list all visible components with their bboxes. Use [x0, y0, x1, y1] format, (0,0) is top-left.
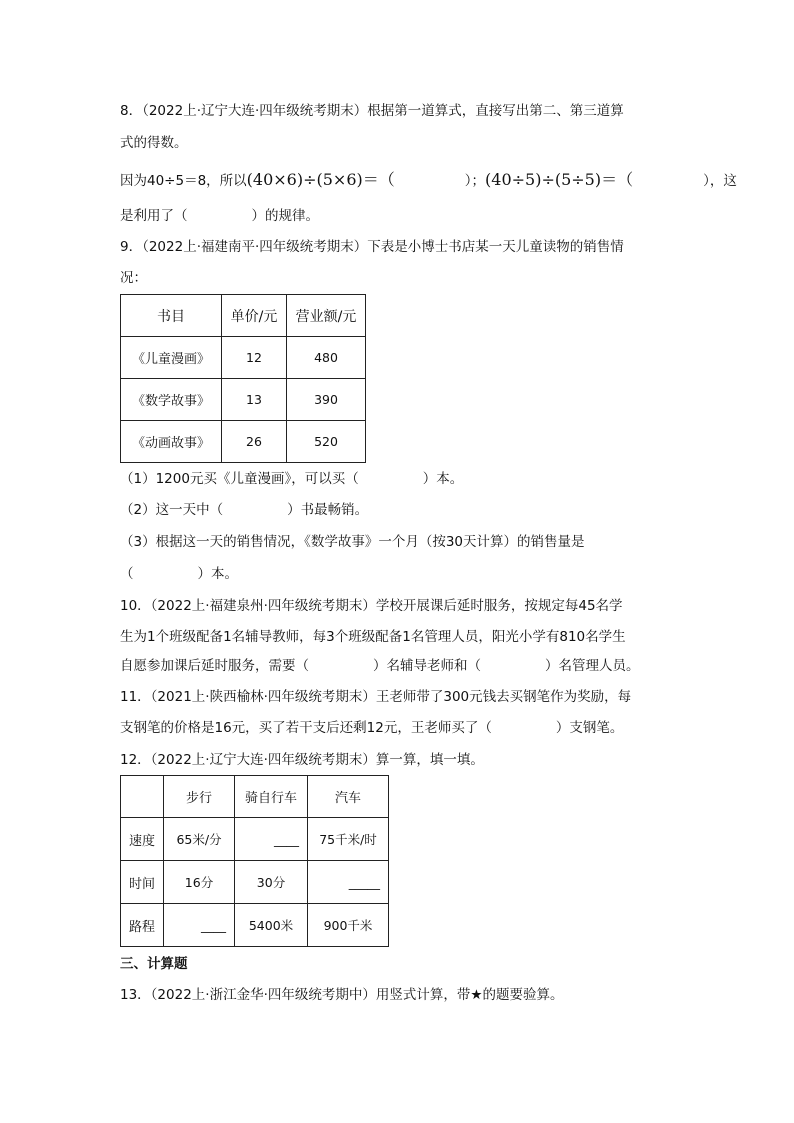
table-header-cell: [121, 776, 164, 818]
q13-line1: 13．（2022上·浙江金华·四年级统考期中）用竖式计算，带★的题要验算。: [120, 987, 564, 1003]
table-cell: 《儿童漫画》: [121, 337, 222, 379]
table-cell: 16分: [164, 861, 235, 904]
answer-blank-cell[interactable]: ____: [164, 904, 235, 947]
q9-sub1: [120, 469, 463, 489]
table-cell: 65米/分: [164, 818, 235, 861]
table-cell: 《数学故事》: [121, 379, 222, 421]
q8-premise: 因为40÷5＝8，所以: [120, 173, 247, 189]
q10-line3: [120, 656, 640, 676]
q8-expression-2-end: ），这: [703, 173, 737, 189]
table-header-cell: 单价/元: [222, 295, 287, 337]
q10-text: 自愿参加课后延时服务，需要（: [120, 658, 309, 674]
table-row-label: 速度: [121, 818, 164, 861]
q9-line1: 9．（2022上·福建南平·四年级统考期末）下表是小博士书店某一天儿童读物的销售情: [120, 239, 624, 255]
q9-text: ）本。: [197, 566, 238, 582]
q8-line2: 式的得数。: [120, 135, 188, 151]
table-row-label: 路程: [121, 904, 164, 947]
table-row: [121, 861, 389, 904]
table-header-cell: 营业额/元: [287, 295, 366, 337]
q10-text: ）名辅导老师和（: [373, 658, 481, 674]
section-heading: 三、计算题: [120, 956, 188, 972]
table-cell: 75千米/时: [308, 818, 389, 861]
q8-expression-1: (40×6)÷(5×6)＝（: [246, 170, 395, 189]
answer-blank-cell[interactable]: ____: [235, 818, 308, 861]
table-header-cell: 步行: [164, 776, 235, 818]
q11-text: 支钢笔的价格是16元，买了若干支后还剩12元，王老师买了（: [120, 720, 492, 736]
table-row: [121, 904, 389, 947]
q9-text: （1）1200元买《儿童漫画》，可以买（: [120, 471, 359, 487]
table-cell: 900千米: [308, 904, 389, 947]
table-cell: 13: [222, 379, 287, 421]
table-cell: 12: [222, 337, 287, 379]
table-row-label: 时间: [121, 861, 164, 904]
q9-text: （2）这一天中（: [120, 502, 224, 518]
q9-sub3-line2: [120, 564, 238, 584]
table-header-row: [121, 776, 389, 818]
q8-expression-1-end: ）；: [464, 173, 486, 189]
q10-line1: 10．（2022上·福建泉州·四年级统考期末）学校开展课后延时服务，按规定每45名学: [120, 598, 623, 614]
q9-text: ）书最畅销。: [287, 502, 369, 518]
table-cell: 390: [287, 379, 366, 421]
q9-text: ）本。: [422, 471, 464, 487]
table-row: [121, 421, 366, 463]
answer-blank-cell[interactable]: _____: [308, 861, 389, 904]
q8-line1: 8．（2022上·辽宁大连·四年级统考期末）根据第一道算式，直接写出第二、第三道算: [120, 103, 624, 119]
q8-expression-2: (40÷5)÷(5÷5)＝（: [485, 170, 634, 189]
table-cell: 26: [222, 421, 287, 463]
q12-line1: 12．（2022上·辽宁大连·四年级统考期末）算一算，填一填。: [120, 752, 484, 768]
table-cell: 5400米: [235, 904, 308, 947]
speed-time-distance-table: [120, 775, 389, 947]
q8-line4: [120, 206, 319, 226]
table-row: [121, 379, 366, 421]
table-header-cell: 汽车: [308, 776, 389, 818]
q8-text: 是利用了（: [120, 208, 188, 224]
table-cell: 《动画故事》: [121, 421, 222, 463]
table-cell: 520: [287, 421, 366, 463]
q9-sub2: [120, 500, 368, 520]
table-header-cell: 书目: [121, 295, 222, 337]
q9-text: （: [120, 566, 134, 582]
q8-line3: [120, 170, 737, 191]
q10-line2: 生为1个班级配备1名辅导教师，每3个班级配备1名管理人员，阳光小学有810名学生: [120, 629, 626, 645]
table-row: [121, 818, 389, 861]
q11-line1: 11．（2021上·陕西榆林·四年级统考期末）王老师带了300元钱去买钢笔作为奖励，每: [120, 689, 632, 705]
q9-line2: 况：: [120, 270, 147, 286]
table-header-cell: 骑自行车: [235, 776, 308, 818]
q11-text: ）支钢笔。: [555, 720, 624, 736]
table-cell: 30分: [235, 861, 308, 904]
q8-text: ）的规律。: [251, 208, 319, 224]
q11-line2: [120, 718, 623, 738]
table-header-row: [121, 295, 366, 337]
q9-sub3: （3）根据这一天的销售情况，《数学故事》一个月（按30天计算）的销售量是: [120, 534, 585, 550]
q10-text: ）名管理人员。: [545, 658, 640, 674]
table-cell: 480: [287, 337, 366, 379]
table-row: [121, 337, 366, 379]
book-sales-table: [120, 294, 366, 463]
